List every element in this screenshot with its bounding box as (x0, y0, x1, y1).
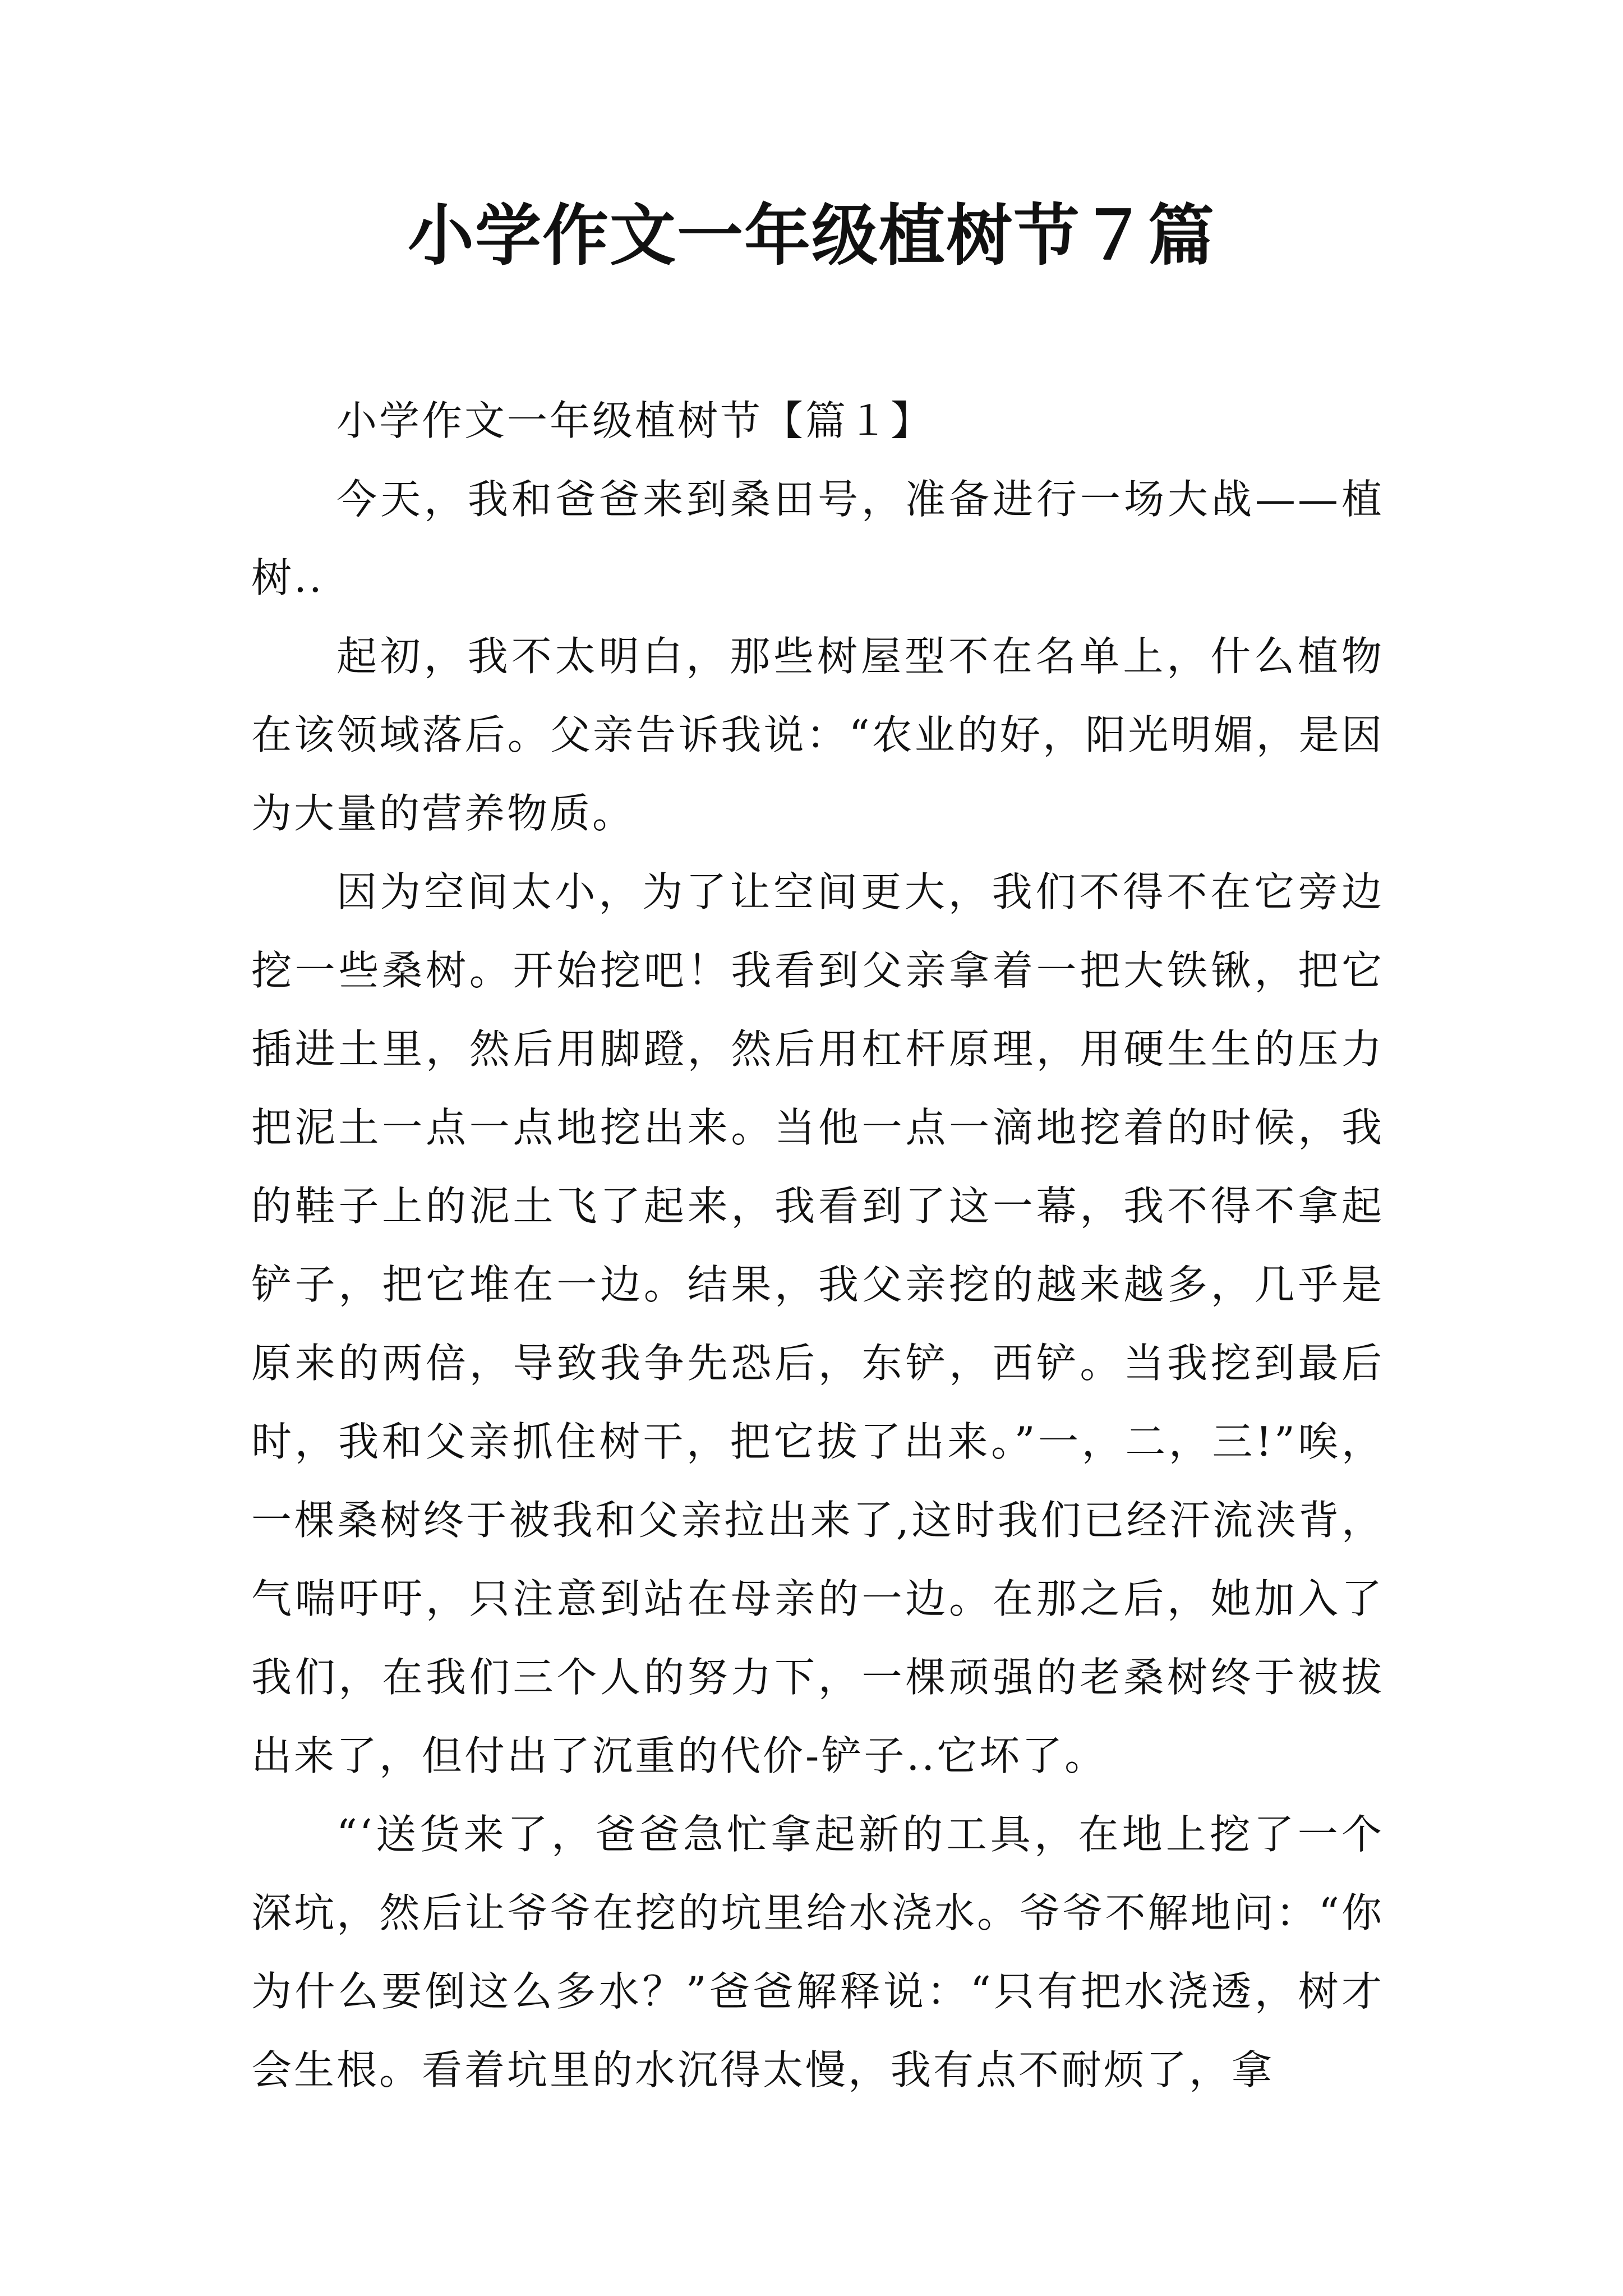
section-heading: 小学作文一年级植树节【篇１】 (336, 397, 934, 444)
document-body (251, 381, 1384, 2109)
paragraph: 今天，我和爸爸来到桑田号，准备进行一场大战——植树.. (251, 476, 1384, 601)
paragraph: 起初，我不太明白，那些树屋型不在名单上，什么植物在该领域落后。父亲告诉我说：“农业的好，阳光明媚，是因为大量的营养物质。 (251, 633, 1384, 837)
document-title: 小学作文一年级植树节７篇 (407, 196, 1215, 274)
paragraph: 因为空间太小，为了让空间更大，我们不得不在它旁边挖一些桑树。开始挖吧！我看到父亲拿着一把大铁锹，把它插进土里，然后用脚蹬，然后用杠杆原理，用硬生生的压力把泥土一点一点地挖出来。当他一点一滴地挖着的时候，我的鞋子上的泥土飞了起来，我看到了这一幕，我不得不拿起铲子，把它堆在一边。结果，我父亲挖的越来越多，几乎是原来的两倍，导致我争先恐后，东铲，西铲。当我挖到最后时，我和父亲抓住树干，把它拔了出来。”一，二，三!”唉，一棵桑树终于被我和父亲拉出来了,这时我们已经汗流浃背，气喘吁吁，只注意到站在母亲的一边。在那之后，她加入了我们，在我们三个人的努力下，一棵顽强的老桑树终于被拔出来了，但付出了沉重的代价-铲子..它坏了。 (251, 868, 1384, 1779)
paragraph: “‘送货来了，爸爸急忙拿起新的工具，在地上挖了一个深坑，然后让爷爷在挖的坑里给水浇水。爷爷不解地问：“你为什么要倒这么多水？”爸爸解释说：“只有把水浇透，树才会生根。看着坑里的水沉得太慢，我有点不耐烦了，拿 (251, 1811, 1384, 2093)
